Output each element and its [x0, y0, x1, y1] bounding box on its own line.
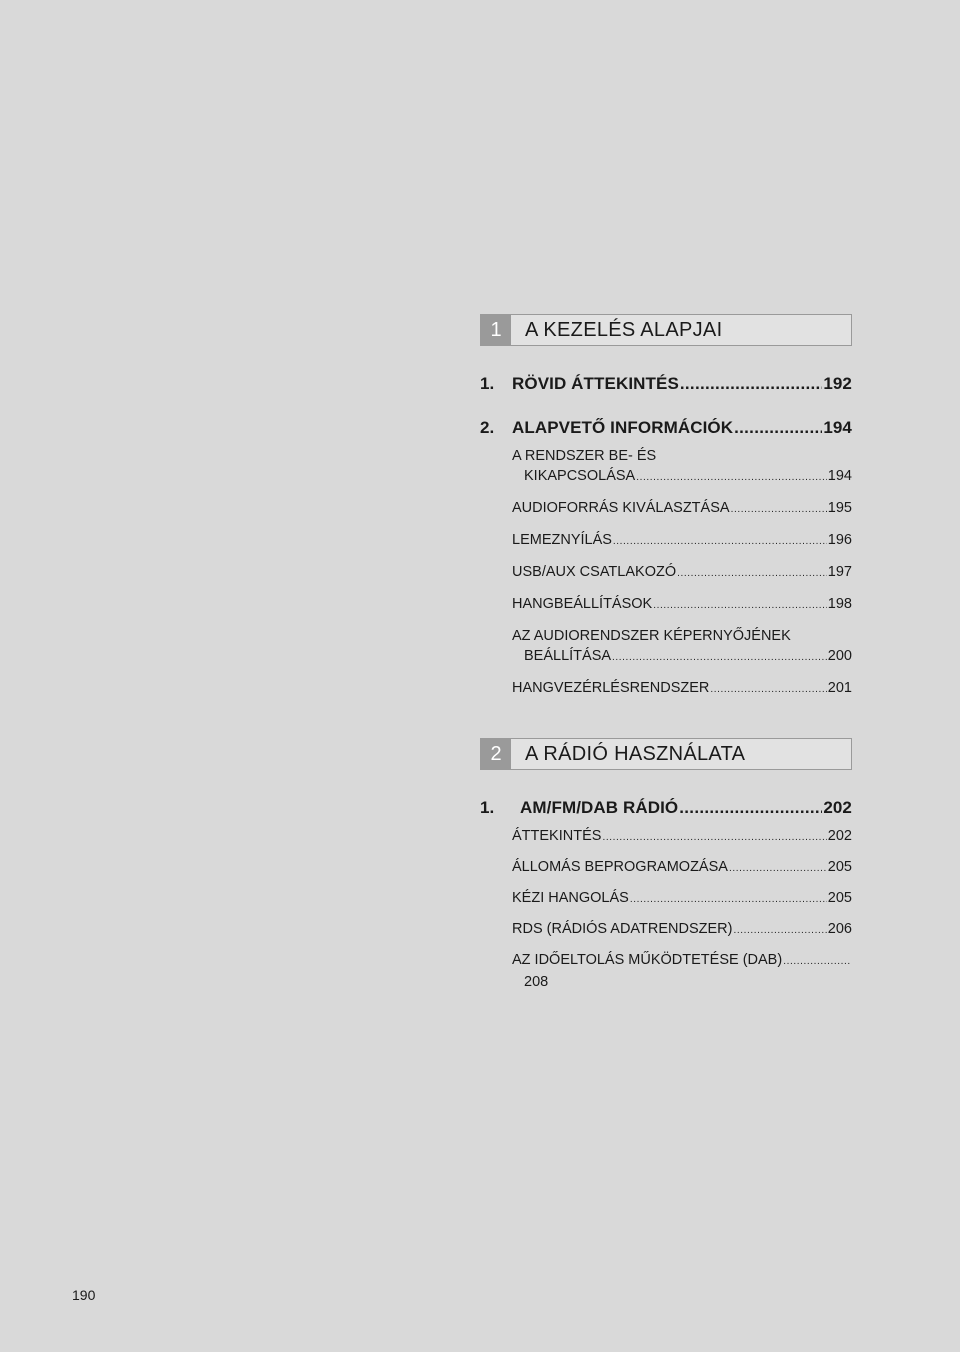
dot-leader	[613, 530, 827, 552]
toc-chapter[interactable]	[480, 418, 852, 438]
toc-chapter[interactable]	[480, 798, 852, 818]
toc-entry[interactable]	[512, 919, 852, 941]
entry-title: ÁLLOMÁS BEPROGRAMOZÁSA	[512, 859, 728, 875]
entry-page: 202	[827, 828, 852, 844]
dot-leader	[710, 678, 826, 700]
dot-leader	[677, 562, 827, 584]
table-of-contents	[480, 314, 852, 992]
entry-title: RDS (RÁDIÓS ADATRENDSZER)	[512, 921, 733, 937]
entry-title: KÉZI HANGOLÁS	[512, 890, 629, 906]
toc-entry[interactable]	[512, 446, 852, 488]
chapter-title: RÖVID ÁTTEKINTÉS	[512, 374, 679, 393]
entry-title-line1: A RENDSZER BE- ÉS	[512, 448, 657, 464]
entry-page: 205	[827, 859, 852, 875]
dot-leader	[612, 646, 827, 668]
chapter-number: 2.	[480, 418, 495, 437]
chapter-title: ALAPVETŐ INFORMÁCIÓK	[512, 418, 734, 437]
toc-entry[interactable]	[512, 826, 852, 848]
entry-title: LEMEZNYÍLÁS	[512, 532, 612, 548]
entry-page: 194	[827, 468, 852, 484]
entry-page: 197	[827, 564, 852, 580]
chapter-page: 192	[823, 374, 852, 393]
entry-title: AUDIOFORRÁS KIVÁLASZTÁSA	[512, 500, 730, 516]
toc-entry[interactable]	[512, 562, 852, 584]
dot-leader	[731, 498, 827, 520]
dot-leader	[679, 798, 822, 818]
section-header	[480, 314, 852, 346]
section-title: A KEZELÉS ALAPJAI	[525, 318, 723, 341]
toc-entry[interactable]	[512, 626, 852, 668]
entry-title: AZ IDŐELTOLÁS MŰKÖDTETÉSE (DAB)	[512, 952, 783, 968]
dot-leader	[636, 466, 827, 488]
chapter-number: 1.	[480, 798, 495, 817]
dot-leader	[783, 950, 851, 972]
entry-page: 196	[827, 532, 852, 548]
entry-page: 205	[827, 890, 852, 906]
entry-page: 208	[524, 974, 549, 990]
dot-leader	[733, 919, 826, 941]
dot-leader	[653, 594, 827, 616]
toc-entry[interactable]	[512, 857, 852, 879]
entry-page: 198	[827, 596, 852, 612]
toc-entry[interactable]	[512, 530, 852, 552]
section-number: 2	[481, 739, 511, 769]
entry-title: USB/AUX CSATLAKOZÓ	[512, 564, 677, 580]
entry-page: 201	[827, 680, 852, 696]
page-number: 190	[72, 1287, 96, 1303]
chapter-page: 202	[823, 798, 852, 817]
chapter-number: 1.	[480, 374, 495, 393]
entry-title-line1: AZ AUDIORENDSZER KÉPERNYŐJÉNEK	[512, 628, 791, 644]
entry-title: HANGBEÁLLÍTÁSOK	[512, 596, 653, 612]
dot-leader	[630, 888, 827, 910]
entry-page: 200	[827, 648, 852, 664]
toc-entry[interactable]	[512, 594, 852, 616]
section-number: 1	[481, 315, 511, 345]
dot-leader	[729, 857, 827, 879]
entry-title: KIKAPCSOLÁSA	[524, 468, 636, 484]
toc-entry[interactable]	[512, 888, 852, 910]
dot-leader	[602, 826, 826, 848]
entry-title: HANGVEZÉRLÉSRENDSZER	[512, 680, 710, 696]
toc-chapter[interactable]	[480, 374, 852, 394]
dot-leader	[680, 374, 822, 394]
chapter-title: AM/FM/DAB RÁDIÓ	[520, 798, 679, 817]
entry-page: 206	[827, 921, 852, 937]
entry-page: 195	[827, 500, 852, 516]
section-header	[480, 738, 852, 770]
chapter-page: 194	[823, 418, 852, 437]
dot-leader	[734, 418, 822, 438]
toc-entry[interactable]	[512, 498, 852, 520]
section-title: A RÁDIÓ HASZNÁLATA	[525, 742, 746, 765]
entry-title: BEÁLLÍTÁSA	[524, 648, 612, 664]
entry-title: ÁTTEKINTÉS	[512, 828, 602, 844]
toc-entry[interactable]	[512, 678, 852, 700]
toc-entry[interactable]	[512, 950, 852, 992]
